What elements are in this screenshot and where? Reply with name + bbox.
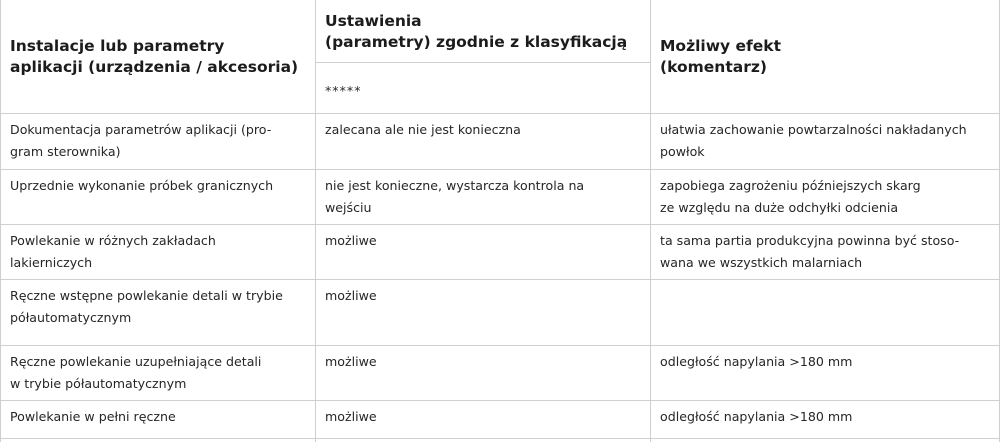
header-installations	[10, 36, 298, 78]
column-divider	[0, 0, 1, 442]
row-2-installation	[10, 175, 273, 197]
header-subdivider	[315, 62, 650, 63]
cell-line: powłok	[660, 144, 705, 159]
cell-line: ze względu na duże odchyłki odcienia	[660, 200, 899, 215]
cell-line: odległość napylania >180 mm	[660, 354, 853, 369]
cell-line: Uprzednie wykonanie próbek granicznych	[10, 178, 274, 193]
cell-line: Ręczne wstępne powlekanie detali w trybie	[10, 288, 283, 303]
header-line: (parametry) zgodnie z klasyfikacją	[325, 33, 628, 51]
cell-line: wana we wszystkich malarniach	[660, 255, 863, 270]
cell-line: Powlekanie w różnych zakładach	[10, 233, 216, 248]
row-2-setting	[325, 175, 584, 219]
row-6-installation	[10, 406, 176, 428]
header-line: aplikacji (urządzenia / akcesoria)	[10, 58, 299, 76]
row-4-installation	[10, 285, 283, 329]
cell-line: Powlekanie w pełni ręczne	[10, 409, 176, 424]
row-3-effect	[660, 230, 959, 274]
header-settings	[325, 11, 627, 53]
header-line: Możliwy efekt	[660, 37, 782, 55]
header-line: Ustawienia	[325, 12, 422, 30]
header-line: Instalacje lub parametry	[10, 37, 225, 55]
row-divider	[0, 169, 1000, 170]
row-3-setting	[325, 230, 377, 252]
row-1-setting	[325, 119, 521, 141]
cell-line: gram sterownika)	[10, 144, 121, 159]
cell-line: możliwe	[325, 409, 377, 424]
cell-line: odległość napylania >180 mm	[660, 409, 853, 424]
header-line: (komentarz)	[660, 58, 767, 76]
row-1-installation	[10, 119, 271, 163]
row-divider	[0, 400, 1000, 401]
row-divider	[0, 224, 1000, 225]
header-settings-class: *****	[325, 83, 362, 98]
row-2-effect	[660, 175, 921, 219]
row-divider	[0, 438, 1000, 439]
row-5-effect	[660, 351, 852, 373]
row-divider	[0, 113, 1000, 114]
cell-line: lakierniczych	[10, 255, 93, 270]
cell-line: możliwe	[325, 288, 377, 303]
cell-line: ułatwia zachowanie powtarzalności nakładanych	[660, 122, 967, 137]
cell-line: możliwe	[325, 354, 377, 369]
cell-line: półautomatycznym	[10, 310, 132, 325]
cell-line: Dokumentacja parametrów aplikacji (pro-	[10, 122, 272, 137]
cell-line: nie jest konieczne, wystarcza kontrola na	[325, 178, 585, 193]
row-6-setting	[325, 406, 377, 428]
row-6-effect	[660, 406, 852, 428]
header-effect	[660, 36, 781, 78]
cell-line: możliwe	[325, 233, 377, 248]
cell-line: w trybie półautomatycznym	[10, 376, 187, 391]
row-3-installation	[10, 230, 216, 274]
row-1-effect	[660, 119, 967, 163]
column-divider	[650, 0, 651, 442]
cell-line: Ręczne powlekanie uzupełniające detali	[10, 354, 262, 369]
row-4-setting	[325, 285, 377, 307]
cell-line: zalecana ale nie jest konieczna	[325, 122, 521, 137]
column-divider	[315, 0, 316, 442]
row-divider	[0, 279, 1000, 280]
row-divider	[0, 345, 1000, 346]
row-5-setting	[325, 351, 377, 373]
cell-line: wejściu	[325, 200, 372, 215]
cell-line: ta sama partia produkcyjna powinna być stoso-	[660, 233, 960, 248]
cell-line: zapobiega zagrożeniu późniejszych skarg	[660, 178, 921, 193]
row-5-installation	[10, 351, 261, 395]
